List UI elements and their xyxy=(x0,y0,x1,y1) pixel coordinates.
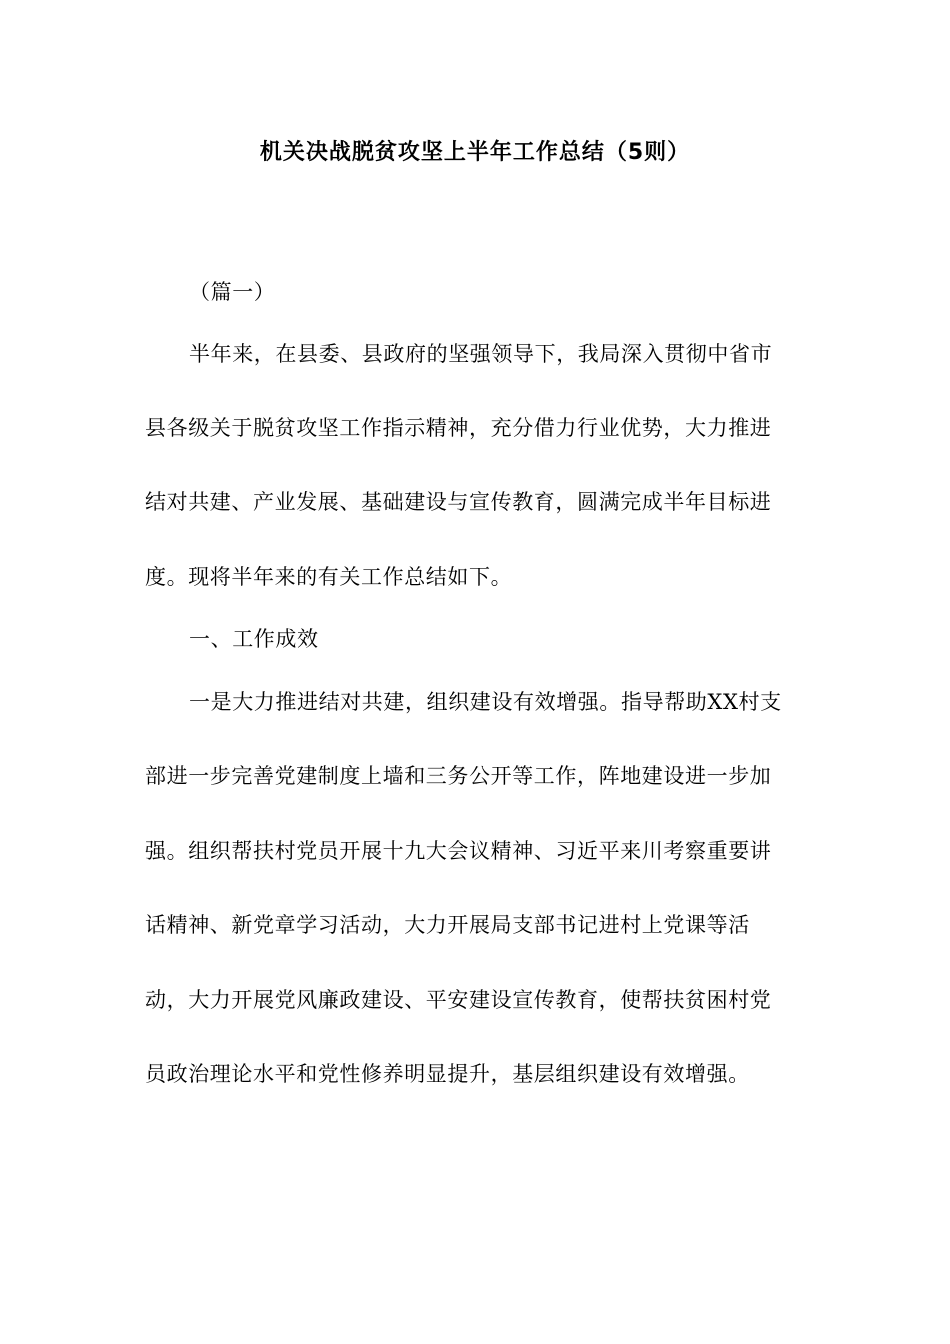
paragraph-line: 部进一步完善党建制度上墙和三务公开等工作，阵地建设进一步加 xyxy=(145,764,772,788)
paragraph-line: 县各级关于脱贫攻坚工作指示精神，充分借力行业优势，大力推进 xyxy=(145,416,772,440)
section-label: （篇一） xyxy=(189,280,276,304)
paragraph-line: 一是大力推进结对共建，组织建设有效增强。指导帮助XX村支 xyxy=(189,690,782,714)
paragraph-line: 结对共建、产业发展、基础建设与宣传教育，圆满完成半年目标进 xyxy=(145,490,772,514)
paragraph-line: 动，大力开展党风廉政建设、平安建设宣传教育，使帮扶贫困村党 xyxy=(145,988,772,1012)
paragraph-line: 话精神、新党章学习活动，大力开展局支部书记进村上党课等活 xyxy=(145,913,750,937)
paragraph-line: 员政治理论水平和党性修养明显提升，基层组织建设有效增强。 xyxy=(145,1062,750,1086)
paragraph-line: 强。组织帮扶村党员开展十九大会议精神、习近平来川考察重要讲 xyxy=(145,839,772,863)
section-heading: 一、工作成效 xyxy=(189,627,319,651)
paragraph-line: 度。现将半年来的有关工作总结如下。 xyxy=(145,565,513,589)
document-title: 机关决战脱贫攻坚上半年工作总结（5则） xyxy=(259,140,691,165)
paragraph-line: 半年来，在县委、县政府的坚强领导下，我局深入贯彻中省市 xyxy=(189,342,773,366)
